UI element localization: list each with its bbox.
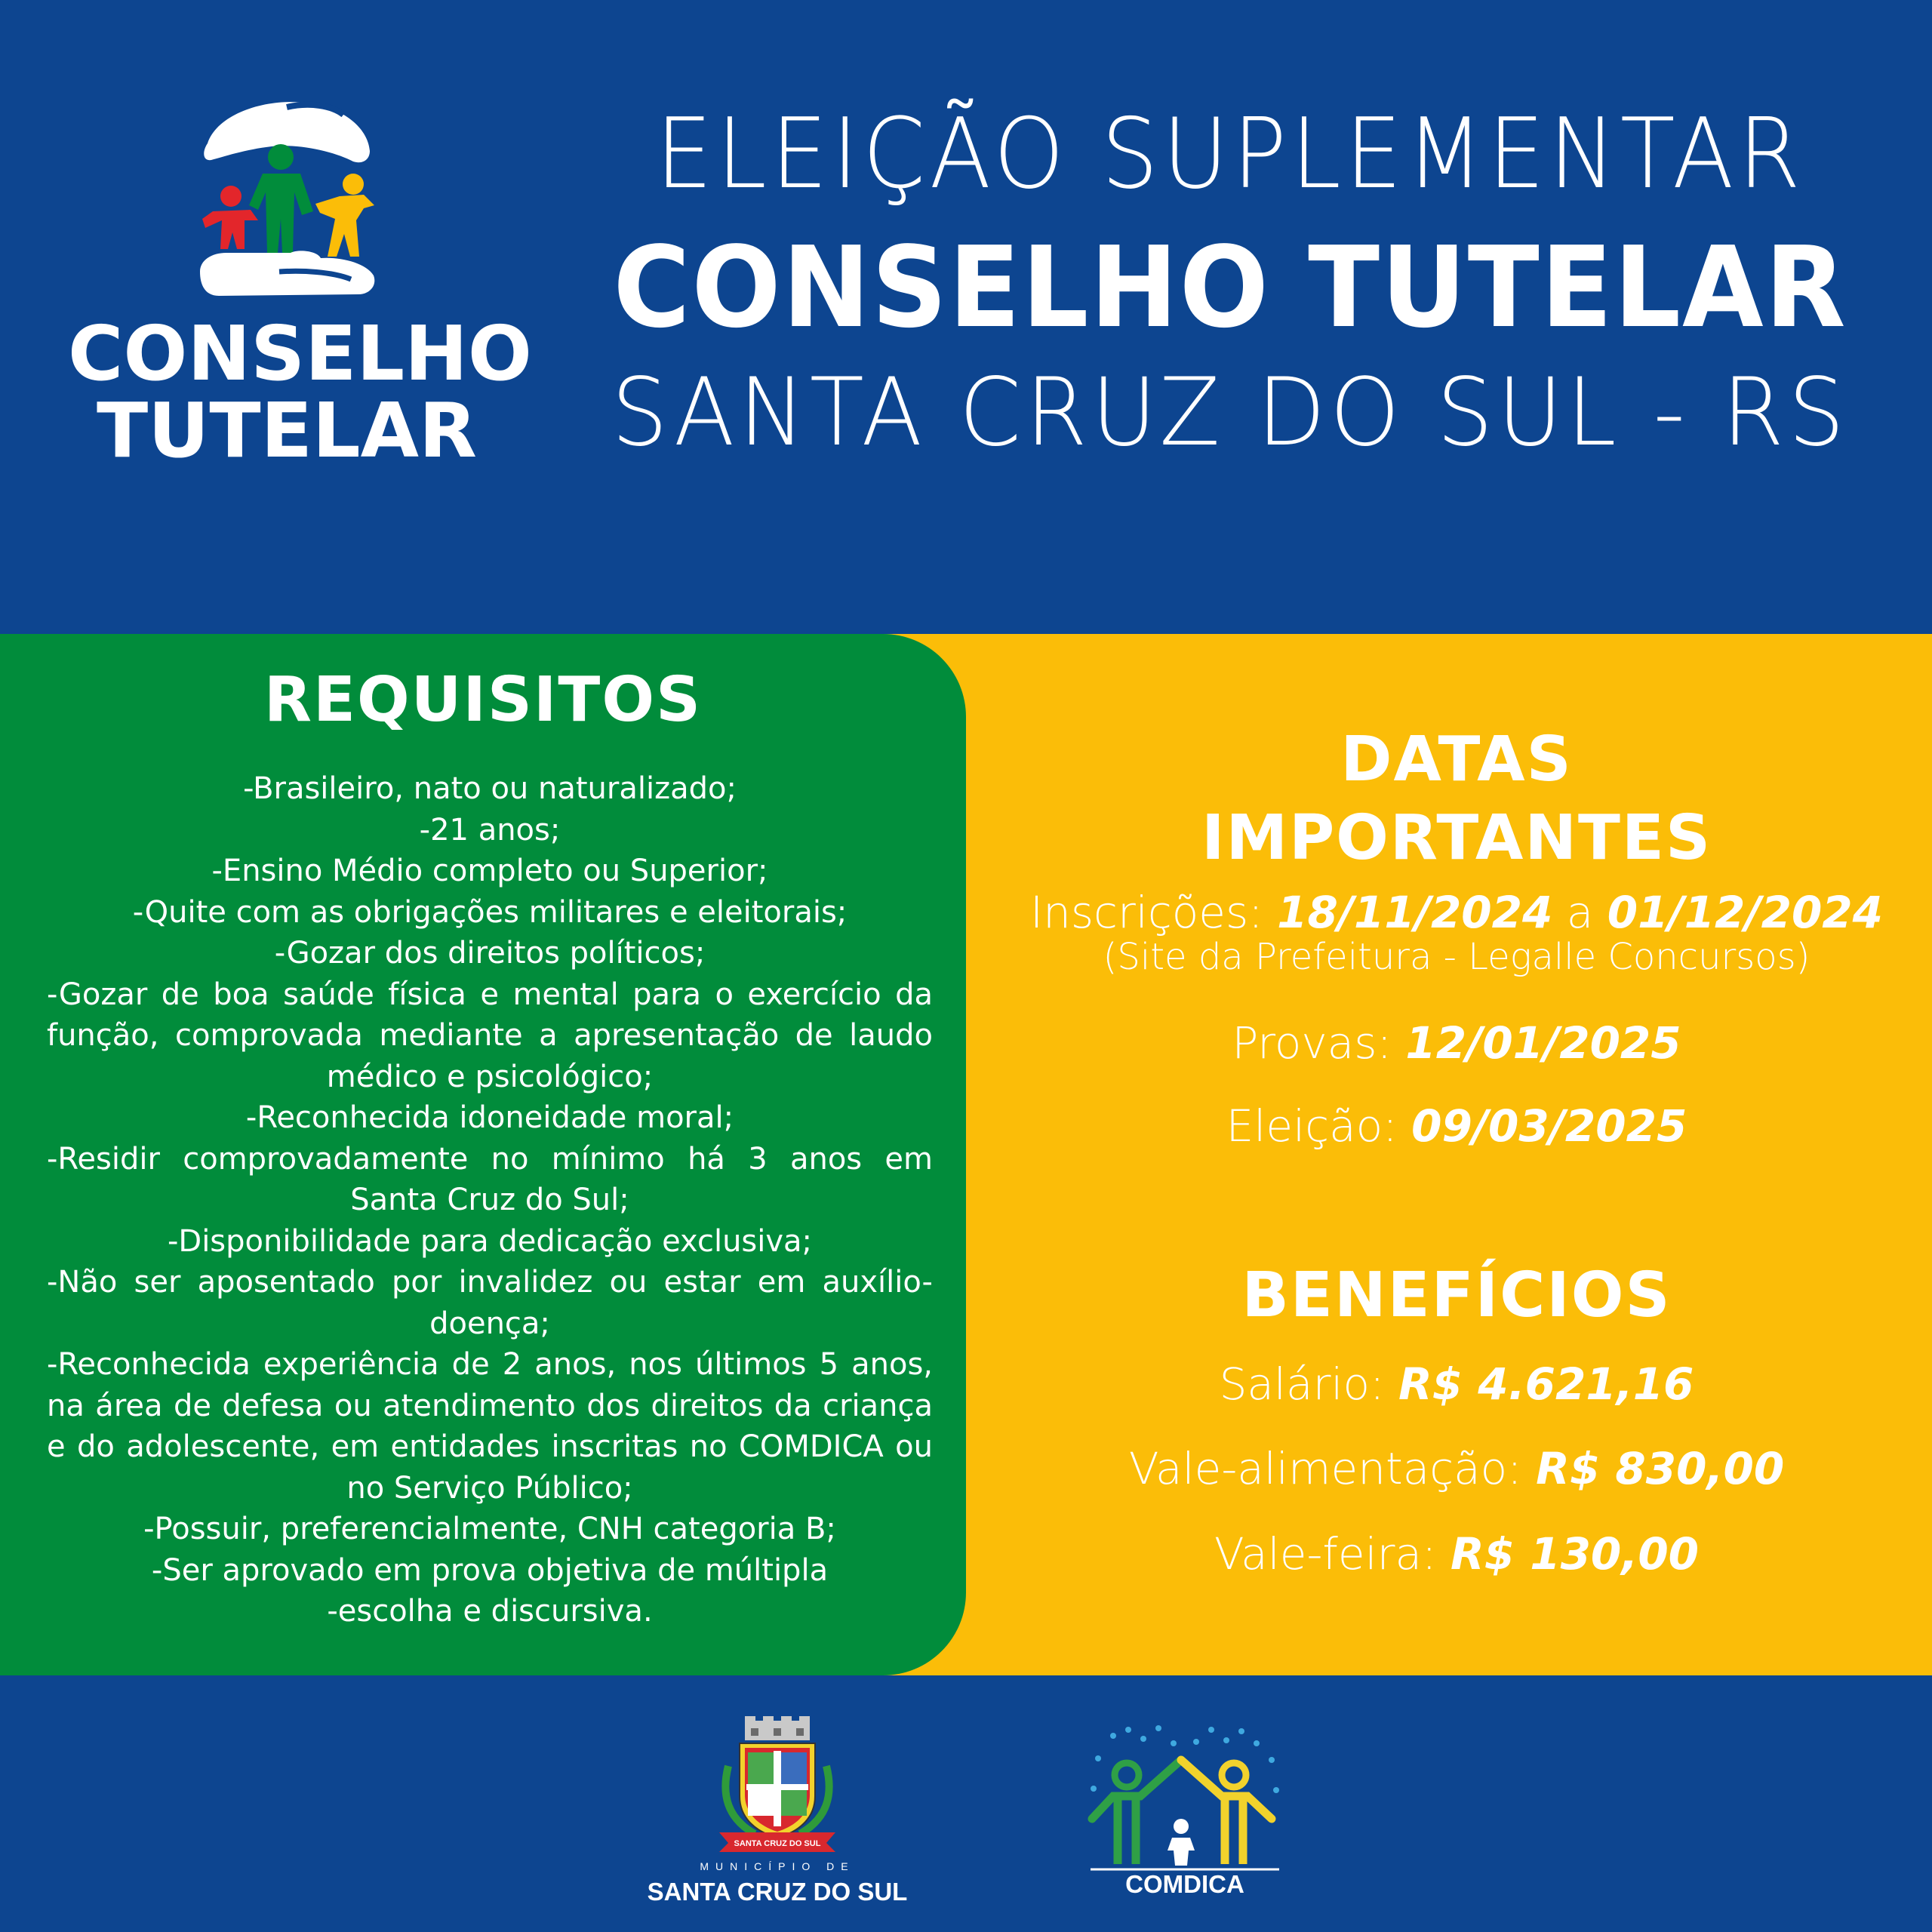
- conselho-tutelar-logo-icon: [189, 91, 385, 309]
- provas-line: [981, 1017, 1932, 1069]
- crest-ribbon-text: SANTA CRUZ DO SUL: [734, 1839, 821, 1848]
- inscricoes-sep: a: [1552, 887, 1607, 938]
- requisito-item: -Reconhecida idoneidade moral;: [245, 1100, 734, 1135]
- feira-value: R$ 130,00: [1451, 1528, 1700, 1580]
- header-title-line1: ELEIÇÃO SUPLEMENTAR: [655, 98, 1805, 211]
- alimentacao-label: Vale-alimentação:: [1128, 1443, 1537, 1494]
- requisito-item: -21 anos;: [419, 812, 561, 848]
- requisito-item: -Possuir, preferencialmente, CNH categoria B;: [143, 1512, 836, 1546]
- inscricoes-label: Inscrições:: [1029, 887, 1278, 938]
- inscricoes-end: 01/12/2024: [1607, 887, 1884, 938]
- provas-date: 12/01/2025: [1405, 1017, 1681, 1069]
- requisito-item: -Não ser aposentado por invalidez ou estar em auxílio-doença;: [47, 1265, 933, 1341]
- eleicao-date: 09/03/2025: [1411, 1100, 1687, 1152]
- inscricoes-line: [981, 887, 1932, 938]
- header-title-line2: CONSELHO TUTELAR: [613, 223, 1847, 352]
- comdica-label: COMDICA: [1125, 1870, 1244, 1898]
- salario-label: Salário:: [1219, 1358, 1398, 1410]
- requisito-item: -Gozar de boa saúde física e mental para o exercício da função, comprovada mediante a apresentação de laudo médico e psicológico;: [47, 977, 933, 1094]
- alimentacao-value: R$ 830,00: [1536, 1443, 1785, 1494]
- eleicao-line: [981, 1100, 1932, 1152]
- salario-value: R$ 4.621,16: [1398, 1358, 1694, 1410]
- feira-line: [981, 1528, 1932, 1580]
- header-title-line3: SANTA CRUZ DO SUL - RS: [611, 358, 1849, 467]
- municipal-crest-icon: [713, 1713, 841, 1857]
- requisitos-title: REQUISITOS: [263, 664, 703, 736]
- requisito-item: -Gozar dos direitos políticos;: [274, 936, 706, 971]
- logo-text-line2: TUTELAR: [96, 386, 478, 475]
- municipio-small-label: MUNICÍPIO DE: [700, 1860, 855, 1872]
- requisito-item: -Ser aprovado em prova objetiva de múltipla: [151, 1552, 829, 1588]
- beneficios-title: BENEFÍCIOS: [1241, 1260, 1672, 1331]
- requisito-item: -Residir comprovadamente no mínimo há 3 anos em Santa Cruz do Sul;: [47, 1141, 933, 1217]
- feira-label: Vale-feira:: [1214, 1528, 1451, 1580]
- requisito-item: -escolha e discursiva.: [327, 1594, 653, 1629]
- salario-line: [981, 1358, 1932, 1410]
- eleicao-label: Eleição:: [1226, 1100, 1412, 1152]
- requisito-item: -Quite com as obrigações militares e eleitorais;: [132, 894, 848, 930]
- logo-text-line1: CONSELHO: [68, 309, 532, 398]
- datas-title-line2: IMPORTANTES: [1201, 802, 1712, 874]
- datas-title: [981, 721, 1932, 878]
- provas-label: Provas:: [1232, 1017, 1406, 1069]
- datas-title-line1: DATAS: [1340, 724, 1573, 795]
- requisitos-list: [47, 768, 933, 1632]
- inscricoes-note: (Site da Prefeitura - Legalle Concursos): [1103, 936, 1810, 978]
- requisito-item: -Brasileiro, nato ou naturalizado;: [243, 771, 737, 806]
- alimentacao-line: [981, 1443, 1932, 1494]
- requisito-item: -Disponibilidade para dedicação exclusiva;: [167, 1223, 813, 1259]
- requisito-item: -Ensino Médio completo ou Superior;: [211, 854, 768, 888]
- comdica-logo-icon: [1083, 1721, 1287, 1879]
- inscricoes-start: 18/11/2024: [1277, 887, 1553, 938]
- municipio-name: SANTA CRUZ DO SUL: [647, 1878, 908, 1906]
- requisito-item: -Reconhecida experiência de 2 anos, nos últimos 5 anos, na área de defesa ou atendimento dos direitos da criança e do adolescente, em entidades inscritas no COMDICA ou no Serviço Público;: [47, 1347, 933, 1506]
